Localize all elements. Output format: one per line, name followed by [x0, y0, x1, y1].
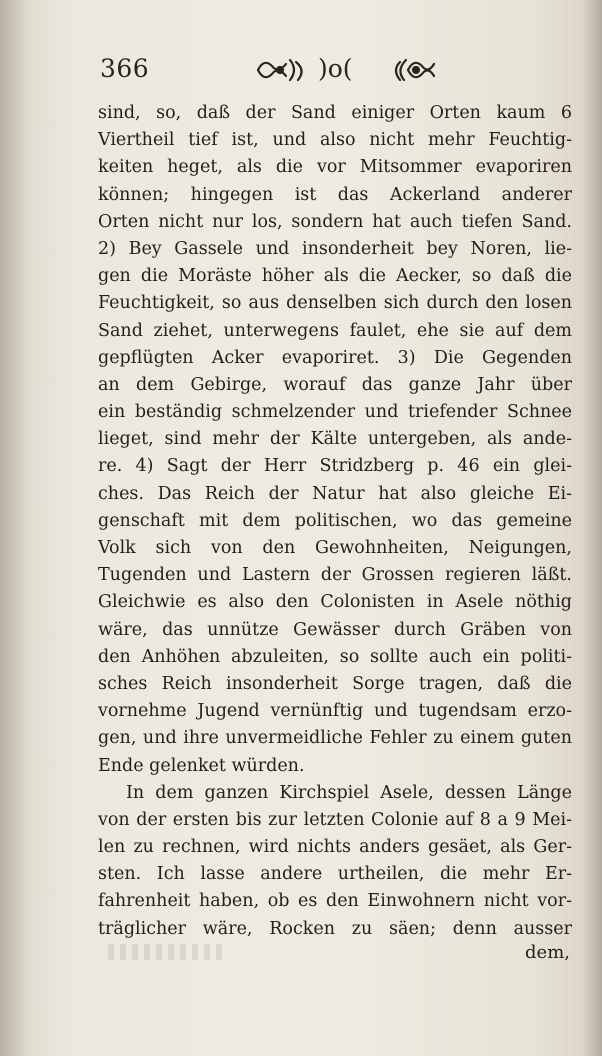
text-line: vornehme Jugend vernünftig und tugendsam erzo- — [98, 701, 572, 722]
page-edge-shadow — [582, 0, 602, 1056]
paragraph-start-line: In dem ganzen Kirchspiel Asele, dessen Länge — [126, 782, 572, 803]
text-line: genschaft mit dem politischen, wo das gemeine — [98, 510, 572, 531]
text-line: gepflügten Acker evaporiret. 3) Die Gegenden — [98, 347, 572, 368]
text-line: Orten nicht nur los, sondern hat auch tiefen Sand. — [98, 211, 572, 232]
text-line: ches. Das Reich der Natur hat also gleiche Ei- — [98, 483, 572, 504]
running-header — [100, 52, 570, 92]
text-line: wäre, das unnütze Gewässer durch Gräben von — [98, 619, 572, 640]
text-line: ein beständig schmelzender und triefender Schnee — [98, 402, 572, 423]
catchword: dem, — [525, 942, 570, 963]
body-text — [98, 100, 572, 943]
text-line: Volk sich von den Gewohnheiten, Neigungen, — [98, 538, 572, 558]
show-through-marks — [108, 944, 228, 960]
text-line: sten. Ich lasse andere urtheilen, die mehr Er- — [98, 864, 572, 885]
text-line: lieget, sind mehr der Kälte untergeben, als ande- — [98, 429, 572, 450]
paragraph-end-line: Ende gelenket würden. — [98, 755, 305, 776]
text-line: fahrenheit haben, ob es den Einwohnern nicht vor- — [98, 891, 572, 912]
text-line: an dem Gebirge, worauf das ganze Jahr über — [98, 374, 572, 395]
text-line: träglicher wäre, Rocken zu säen; denn ausser — [98, 918, 572, 939]
text-line: len zu rechnen, wird nichts anders gesäet, als Ger- — [98, 837, 572, 858]
text-line: gen die Moräste höher als die Aecker, so daß die — [98, 266, 572, 287]
text-line: sches Reich insonderheit Sorge tragen, daß die — [98, 673, 572, 694]
text-line: können; hingegen ist das Ackerland anderer — [98, 184, 572, 205]
text-line: Feuchtigkeit, so aus denselben sich durch den losen — [98, 293, 572, 314]
text-line: re. 4) Sagt der Herr Stridzberg p. 46 ein glei- — [98, 456, 572, 477]
text-line: keiten heget, als die vor Mitsommer evaporiren — [98, 157, 572, 178]
gutter-shadow — [0, 0, 28, 1056]
text-line: Viertheil tief ist, und also nicht mehr Feuchtig- — [98, 130, 572, 151]
text-line: sind, so, daß der Sand einiger Orten kaum 6 — [98, 103, 572, 123]
text-line: gen, und ihre unvermeidliche Fehler zu einem guten — [98, 728, 572, 749]
text-line: 2) Bey Gassele und insonderheit bey Noren, lie- — [98, 238, 572, 259]
text-line: Tugenden und Lastern der Grossen regieren läßt. — [98, 565, 572, 586]
ornament-center: )o( — [318, 54, 353, 83]
text-line: den Anhöhen abzuleiten, so sollte auch ein politi- — [98, 646, 572, 667]
text-line: von der ersten bis zur letzten Colonie auf 8 a 9 Mei- — [98, 809, 572, 830]
page-number: 366 — [100, 54, 150, 83]
text-line: Gleichwie es also den Colonisten in Asele nöthig — [98, 592, 572, 613]
text-line: Sand ziehet, unterwegens faulet, ehe sie auf dem — [98, 320, 572, 341]
